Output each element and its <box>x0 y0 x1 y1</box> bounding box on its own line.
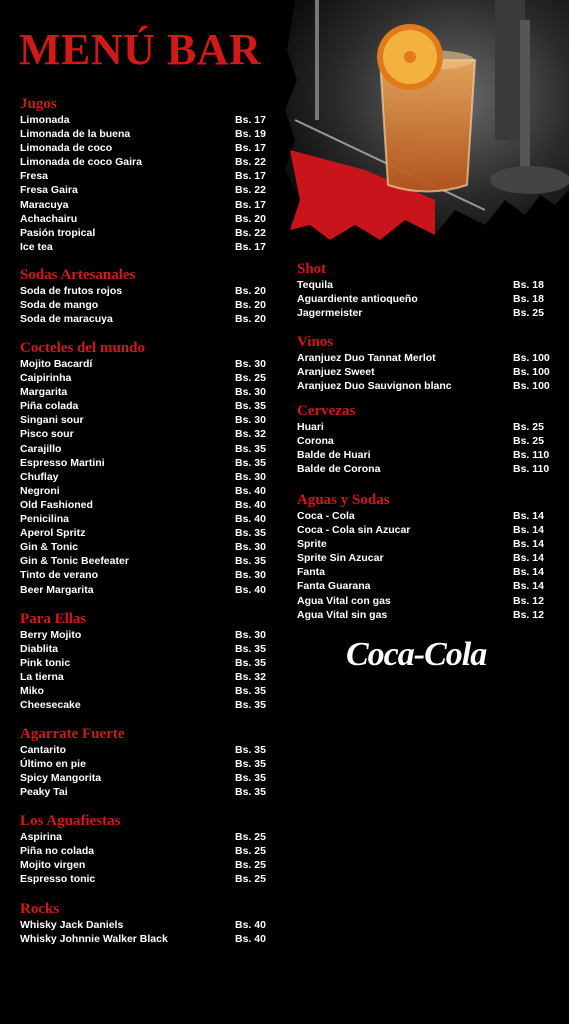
menu-item <box>297 365 549 379</box>
menu-item <box>20 858 267 872</box>
menu-item <box>20 413 267 427</box>
item-price: Bs. 14 <box>513 552 544 565</box>
item-price: Bs. 22 <box>235 226 266 239</box>
item-name: Ice tea <box>20 240 53 253</box>
menu-item <box>20 484 267 498</box>
item-price: Bs. 35 <box>235 699 266 712</box>
item-name: Gin & Tonic <box>20 541 79 554</box>
item-name: Coca - Cola <box>297 510 355 522</box>
menu-item <box>20 284 267 298</box>
item-name: Spicy Mangorita <box>20 772 102 785</box>
menu-item <box>297 292 549 306</box>
item-price: Bs. 12 <box>513 594 544 607</box>
item-name: Huari <box>297 421 324 433</box>
menu-item <box>20 757 267 771</box>
menu-item <box>20 113 267 127</box>
menu-section <box>20 812 267 886</box>
item-name: Mojito Bacardí <box>20 358 93 370</box>
item-price: Bs. 14 <box>513 510 544 522</box>
menu-item <box>297 551 549 565</box>
section-title: Rocks <box>20 901 60 917</box>
cocktail-photo <box>285 0 569 250</box>
menu-item <box>297 537 549 551</box>
item-price: Bs. 35 <box>235 685 266 698</box>
item-price: Bs. 22 <box>235 184 266 197</box>
menu-item <box>297 594 549 608</box>
menu-item <box>297 351 549 365</box>
menu-item <box>20 226 267 240</box>
item-price: Bs. 100 <box>513 352 550 364</box>
menu-section <box>297 491 549 622</box>
item-price: Bs. 35 <box>235 758 266 771</box>
item-name: Soda de frutos rojos <box>20 285 123 297</box>
menu-item <box>20 656 267 670</box>
item-price: Bs. 30 <box>235 629 266 641</box>
section-title: Los Aguafiestas <box>20 813 121 829</box>
menu-item <box>20 470 267 484</box>
item-name: Aperol Spritz <box>20 527 86 540</box>
menu-item <box>20 771 267 785</box>
item-name: Miko <box>20 685 44 698</box>
item-price: Bs. 35 <box>235 744 266 756</box>
item-name: Sprite <box>297 538 327 551</box>
menu-item <box>297 462 549 476</box>
menu-item <box>20 141 267 155</box>
menu-section <box>20 339 267 597</box>
section-title: Shot <box>297 261 327 277</box>
menu-item <box>20 155 267 169</box>
menu-item <box>20 932 267 946</box>
item-price: Bs. 30 <box>235 358 266 370</box>
item-price: Bs. 35 <box>235 555 266 568</box>
menu-item <box>20 427 267 441</box>
menu-item <box>20 169 267 183</box>
menu-section <box>20 725 267 799</box>
menu-item <box>20 872 267 886</box>
menu-section <box>297 260 549 320</box>
menu-item <box>20 442 267 456</box>
item-price: Bs. 20 <box>235 212 266 225</box>
item-name: Cantarito <box>20 744 67 756</box>
item-name: Chuflay <box>20 470 59 483</box>
item-price: Bs. 17 <box>235 142 266 155</box>
item-name: Espresso tonic <box>20 873 96 886</box>
menu-item <box>20 498 267 512</box>
item-name: Whisky Jack Daniels <box>20 919 124 931</box>
menu-item <box>20 583 267 597</box>
menu-item <box>20 198 267 212</box>
item-name: Pink tonic <box>20 657 71 670</box>
menu-item <box>20 371 267 385</box>
item-name: Maracuya <box>20 198 69 211</box>
item-price: Bs. 25 <box>235 873 266 886</box>
item-name: Limonada de la buena <box>20 128 131 141</box>
item-price: Bs. 25 <box>513 421 544 433</box>
item-price: Bs. 35 <box>235 786 266 799</box>
item-price: Bs. 40 <box>235 919 266 931</box>
item-name: Aranjuez Duo Sauvignon blanc <box>297 380 452 393</box>
item-price: Bs. 35 <box>235 527 266 540</box>
item-price: Bs. 25 <box>235 372 266 385</box>
menu-item <box>20 785 267 799</box>
menu-item <box>297 579 549 593</box>
item-name: Whisky Johnnie Walker Black <box>20 933 168 946</box>
item-price: Bs. 25 <box>235 845 266 858</box>
menu-item <box>297 448 549 462</box>
item-price: Bs. 100 <box>513 380 550 393</box>
item-name: Balde de Huari <box>297 449 371 462</box>
item-price: Bs. 35 <box>235 442 266 455</box>
menu-item <box>20 684 267 698</box>
item-name: Fanta <box>297 566 326 579</box>
item-price: Bs. 17 <box>235 170 266 183</box>
item-name: Pisco sour <box>20 428 74 441</box>
item-price: Bs. 35 <box>235 456 266 469</box>
coca-cola-logo: Coca-Cola <box>346 636 487 673</box>
item-price: Bs. 19 <box>235 128 266 141</box>
item-price: Bs. 40 <box>235 484 266 497</box>
section-title: Sodas Artesanales <box>20 267 136 283</box>
menu-item <box>20 456 267 470</box>
item-name: Achachairu <box>20 212 78 225</box>
menu-item <box>297 306 549 320</box>
item-price: Bs. 25 <box>235 831 266 843</box>
item-name: Diablita <box>20 643 58 656</box>
section-title: Vinos <box>297 334 334 350</box>
item-name: Soda de mango <box>20 299 99 312</box>
item-name: Fresa <box>20 170 49 183</box>
item-name: Negroni <box>20 484 60 497</box>
menu-item <box>20 183 267 197</box>
item-price: Bs. 35 <box>235 657 266 670</box>
menu-item <box>297 608 549 622</box>
item-name: Limonada de coco <box>20 142 113 155</box>
item-price: Bs. 14 <box>513 538 544 551</box>
item-price: Bs. 17 <box>235 240 266 253</box>
menu-item <box>297 420 549 434</box>
item-name: Caipirinha <box>20 372 72 385</box>
item-price: Bs. 17 <box>235 114 266 126</box>
item-name: Corona <box>297 435 334 448</box>
item-name: Aguardiente antioqueño <box>297 293 418 306</box>
menu-item <box>20 357 267 371</box>
menu-section <box>20 610 267 713</box>
item-name: Agua Vital con gas <box>297 594 391 607</box>
menu-item <box>297 379 549 393</box>
item-price: Bs. 14 <box>513 580 544 593</box>
item-price: Bs. 17 <box>235 198 266 211</box>
item-price: Bs. 40 <box>235 933 266 946</box>
section-title: Cocteles del mundo <box>20 340 145 356</box>
menu-item <box>20 568 267 582</box>
menu-section <box>297 402 549 476</box>
menu-item <box>20 628 267 642</box>
item-price: Bs. 25 <box>513 435 544 448</box>
item-name: Gin & Tonic Beefeater <box>20 555 129 568</box>
menu-item <box>20 540 267 554</box>
menu-item <box>20 743 267 757</box>
item-name: Fresa Gaira <box>20 184 78 197</box>
item-price: Bs. 30 <box>235 414 266 427</box>
menu-item <box>20 512 267 526</box>
menu-item <box>20 385 267 399</box>
item-price: Bs. 100 <box>513 366 550 379</box>
section-title: Aguas y Sodas <box>297 492 390 508</box>
item-name: Espresso Martini <box>20 456 105 469</box>
menu-item <box>20 127 267 141</box>
item-name: Berry Mojito <box>20 629 82 641</box>
item-name: Tinto de verano <box>20 569 98 582</box>
item-name: Piña colada <box>20 400 79 413</box>
item-name: Jagermeister <box>297 307 363 320</box>
item-price: Bs. 30 <box>235 541 266 554</box>
item-name: Limonada <box>20 114 70 126</box>
menu-section <box>20 266 267 326</box>
item-name: Último en pie <box>20 758 86 771</box>
menu-item <box>20 698 267 712</box>
item-name: Piña no colada <box>20 845 95 858</box>
item-price: Bs. 20 <box>235 313 266 326</box>
item-price: Bs. 32 <box>235 428 266 441</box>
item-price: Bs. 22 <box>235 156 266 169</box>
item-price: Bs. 30 <box>235 470 266 483</box>
menu-item <box>20 298 267 312</box>
item-price: Bs. 40 <box>235 583 266 596</box>
item-price: Bs. 32 <box>235 671 266 684</box>
menu-item <box>20 642 267 656</box>
section-title: Para Ellas <box>20 611 87 627</box>
item-price: Bs. 110 <box>513 463 550 476</box>
menu-item <box>20 670 267 684</box>
item-price: Bs. 40 <box>235 498 266 511</box>
item-price: Bs. 20 <box>235 285 266 297</box>
item-price: Bs. 35 <box>235 643 266 656</box>
item-price: Bs. 40 <box>235 513 266 526</box>
menu-item <box>20 918 267 932</box>
menu-item <box>20 399 267 413</box>
menu-item <box>297 509 549 523</box>
item-name: Carajillo <box>20 442 62 455</box>
item-name: Peaky Tai <box>20 786 68 799</box>
menu-item <box>297 565 549 579</box>
menu-item <box>297 523 549 537</box>
item-name: Coca - Cola sin Azucar <box>297 524 411 537</box>
item-price: Bs. 12 <box>513 608 544 621</box>
item-price: Bs. 18 <box>513 279 544 291</box>
item-name: Limonada de coco Gaira <box>20 156 142 169</box>
menu-item <box>20 312 267 326</box>
item-price: Bs. 30 <box>235 569 266 582</box>
menu-section <box>297 333 549 393</box>
item-name: Mojito virgen <box>20 859 86 872</box>
item-name: Old Fashioned <box>20 498 93 511</box>
item-name: Aranjuez Duo Tannat Merlot <box>297 352 436 364</box>
item-name: Beer Margarita <box>20 583 94 596</box>
item-name: Aspirina <box>20 831 63 843</box>
menu-item <box>297 278 549 292</box>
item-name: Pasión tropical <box>20 226 96 239</box>
item-price: Bs. 35 <box>235 772 266 785</box>
menu-item <box>20 526 267 540</box>
item-name: Fanta Guarana <box>297 580 371 593</box>
menu-item <box>20 240 267 254</box>
section-title: Jugos <box>20 96 57 112</box>
item-price: Bs. 25 <box>235 859 266 872</box>
menu-section <box>20 900 267 946</box>
menu-item <box>20 844 267 858</box>
item-name: Margarita <box>20 386 68 399</box>
item-price: Bs. 110 <box>513 449 550 462</box>
item-price: Bs. 25 <box>513 307 544 320</box>
item-price: Bs. 14 <box>513 524 544 537</box>
item-price: Bs. 14 <box>513 566 544 579</box>
item-name: Singani sour <box>20 414 84 427</box>
menu-item <box>297 434 549 448</box>
item-price: Bs. 30 <box>235 386 266 399</box>
menu-section <box>20 95 267 254</box>
menu-title: MENÚ BAR <box>19 25 262 74</box>
item-name: La tierna <box>20 671 64 684</box>
menu-item <box>20 554 267 568</box>
item-price: Bs. 20 <box>235 299 266 312</box>
item-price: Bs. 35 <box>235 400 266 413</box>
section-title: Agarrate Fuerte <box>20 726 125 742</box>
item-name: Cheesecake <box>20 699 81 712</box>
menu-item <box>20 830 267 844</box>
item-name: Penicilina <box>20 513 70 526</box>
section-title: Cervezas <box>297 403 356 419</box>
menu-item <box>20 212 267 226</box>
item-name: Aranjuez Sweet <box>297 366 375 379</box>
item-name: Tequila <box>297 279 333 291</box>
item-name: Balde de Corona <box>297 463 381 476</box>
item-name: Sprite Sin Azucar <box>297 552 384 565</box>
item-name: Agua Vital sin gas <box>297 608 388 621</box>
item-price: Bs. 18 <box>513 293 544 306</box>
item-name: Soda de maracuya <box>20 313 113 326</box>
